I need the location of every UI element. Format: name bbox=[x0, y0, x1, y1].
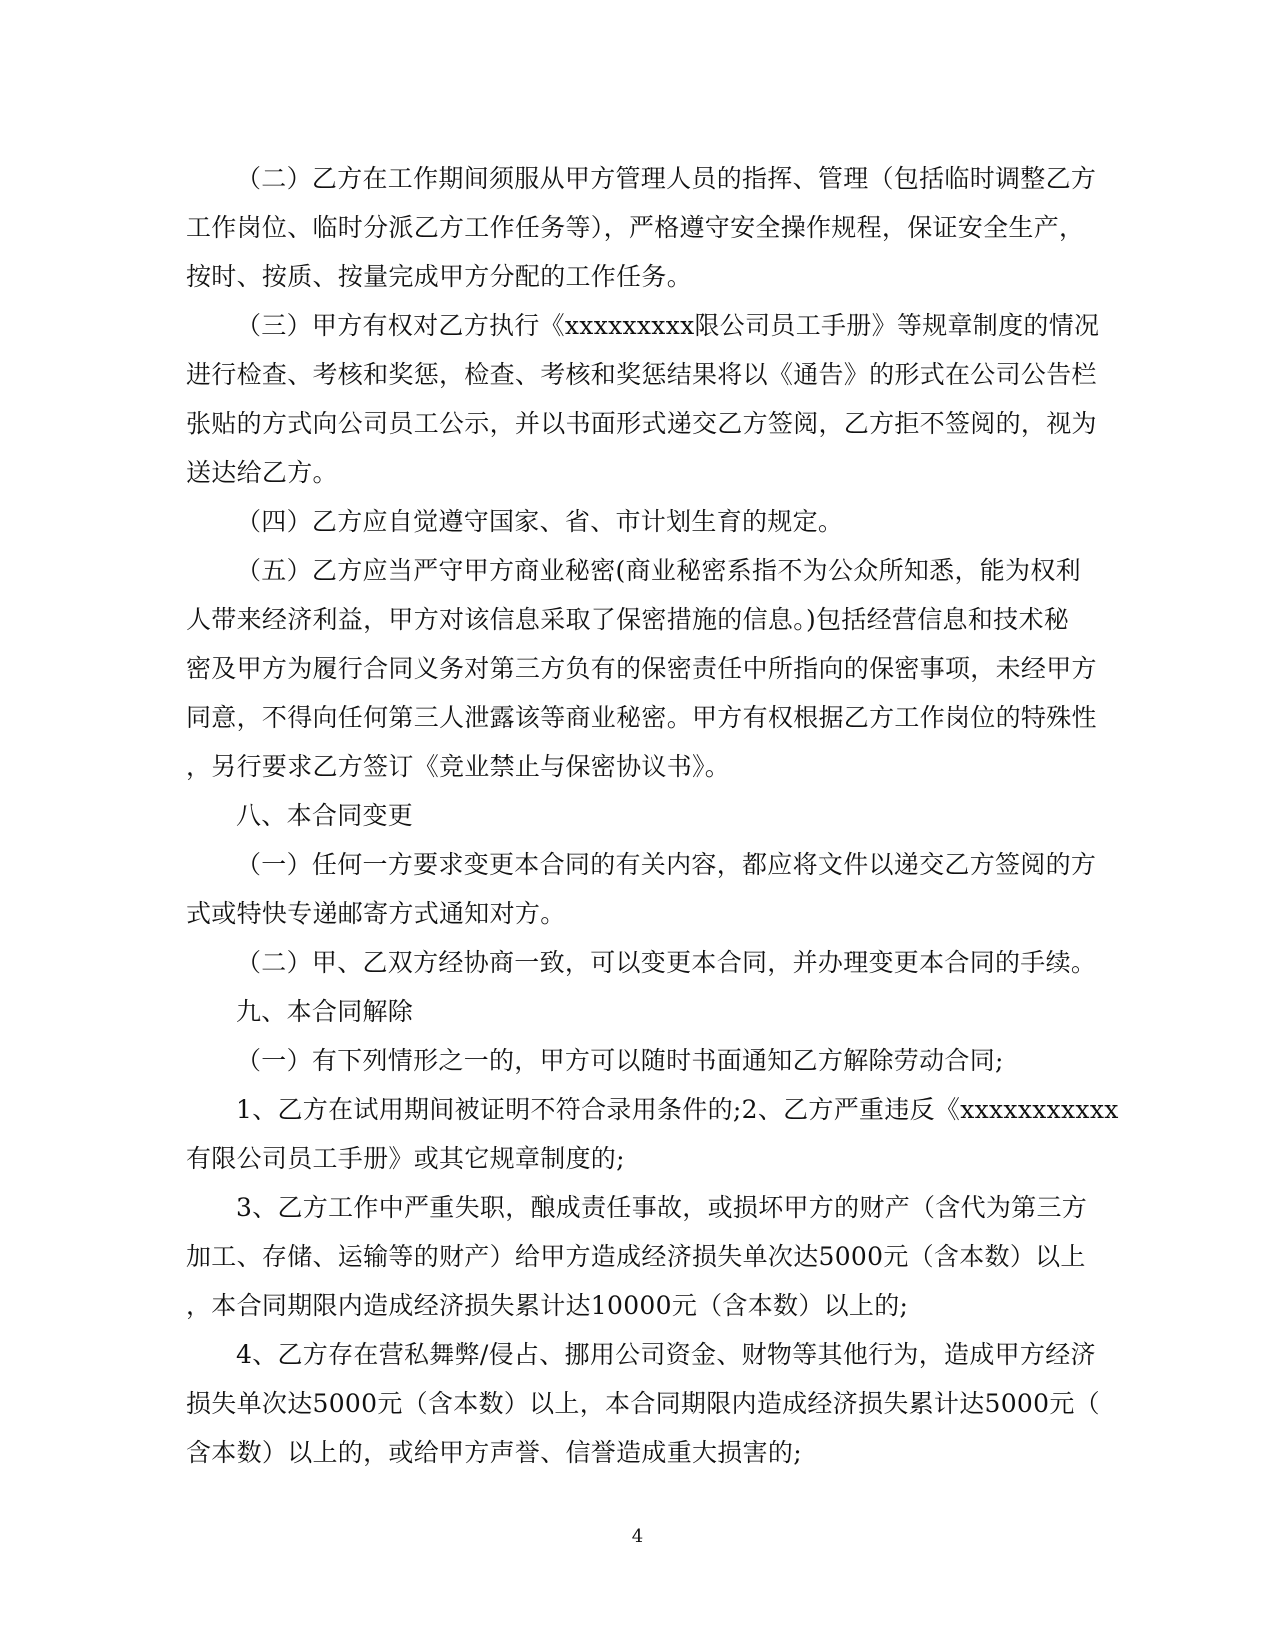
text-line: （四）乙方应自觉遵守国家、省、市计划生育的规定。 bbox=[236, 507, 844, 536]
page-number: 4 bbox=[631, 1526, 644, 1547]
text-line: 含本数）以上的，或给甲方声誉、信誉造成重大损害的; bbox=[186, 1438, 802, 1467]
text-line: 3、乙方工作中严重失职，酿成责任事故，或损坏甲方的财产（含代为第三方 bbox=[236, 1193, 1088, 1222]
text-line: 有限公司员工手册》或其它规章制度的; bbox=[186, 1144, 625, 1173]
text-line: （五）乙方应当严守甲方商业秘密(商业秘密系指不为公众所知悉，能为权利 bbox=[236, 556, 1081, 585]
text-line: 1、乙方在试用期间被证明不符合录用条件的;2、乙方严重违反《xxxxxxxxxxx bbox=[236, 1095, 1119, 1124]
text-line: 送达给乙方。 bbox=[186, 458, 338, 487]
text-line: 进行检查、考核和奖惩，检查、考核和奖惩结果将以《通告》的形式在公司公告栏 bbox=[186, 360, 1097, 389]
text-line: ，另行要求乙方签订《竞业禁止与保密协议书》。 bbox=[186, 752, 731, 781]
text-line: 损失单次达5000元（含本数）以上，本合同期限内造成经济损失累计达5000元（ bbox=[186, 1389, 1100, 1418]
text-line: （一）有下列情形之一的，甲方可以随时书面通知乙方解除劳动合同; bbox=[236, 1046, 1004, 1075]
text-line: 4、乙方存在营私舞弊/侵占、挪用公司资金、财物等其他行为，造成甲方经济 bbox=[236, 1340, 1096, 1369]
text-line: 加工、存储、运输等的财产）给甲方造成经济损失单次达5000元（含本数）以上 bbox=[186, 1242, 1086, 1271]
document-body bbox=[186, 154, 1119, 1477]
text-line: （二）甲、乙双方经协商一致，可以变更本合同，并办理变更本合同的手续。 bbox=[236, 948, 1097, 977]
text-line: 按时、按质、按量完成甲方分配的工作任务。 bbox=[186, 262, 693, 291]
text-line: 人带来经济利益，甲方对该信息采取了保密措施的信息。)包括经营信息和技术秘 bbox=[186, 605, 1070, 634]
text-line: 式或特快专递邮寄方式通知对方。 bbox=[186, 899, 566, 928]
text-line: （三）甲方有权对乙方执行《xxxxxxxxx限公司员工手册》等规章制度的情况 bbox=[236, 311, 1100, 340]
text-line: （二）乙方在工作期间须服从甲方管理人员的指挥、管理（包括临时调整乙方 bbox=[236, 164, 1097, 193]
text-line: 工作岗位、临时分派乙方工作任务等），严格遵守安全操作规程，保证安全生产， bbox=[186, 213, 1085, 242]
text-line: 张贴的方式向公司员工公示，并以书面形式递交乙方签阅，乙方拒不签阅的，视为 bbox=[186, 409, 1097, 438]
text-line: 九、本合同解除 bbox=[236, 997, 414, 1026]
text-line: 八、本合同变更 bbox=[236, 801, 414, 830]
text-line: （一）任何一方要求变更本合同的有关内容，都应将文件以递交乙方签阅的方 bbox=[236, 850, 1097, 879]
text-line: 同意，不得向任何第三人泄露该等商业秘密。甲方有权根据乙方工作岗位的特殊性 bbox=[186, 703, 1097, 732]
text-line: ，本合同期限内造成经济损失累计达10000元（含本数）以上的; bbox=[186, 1291, 909, 1320]
text-line: 密及甲方为履行合同义务对第三方负有的保密责任中所指向的保密事项，未经甲方 bbox=[186, 654, 1097, 683]
